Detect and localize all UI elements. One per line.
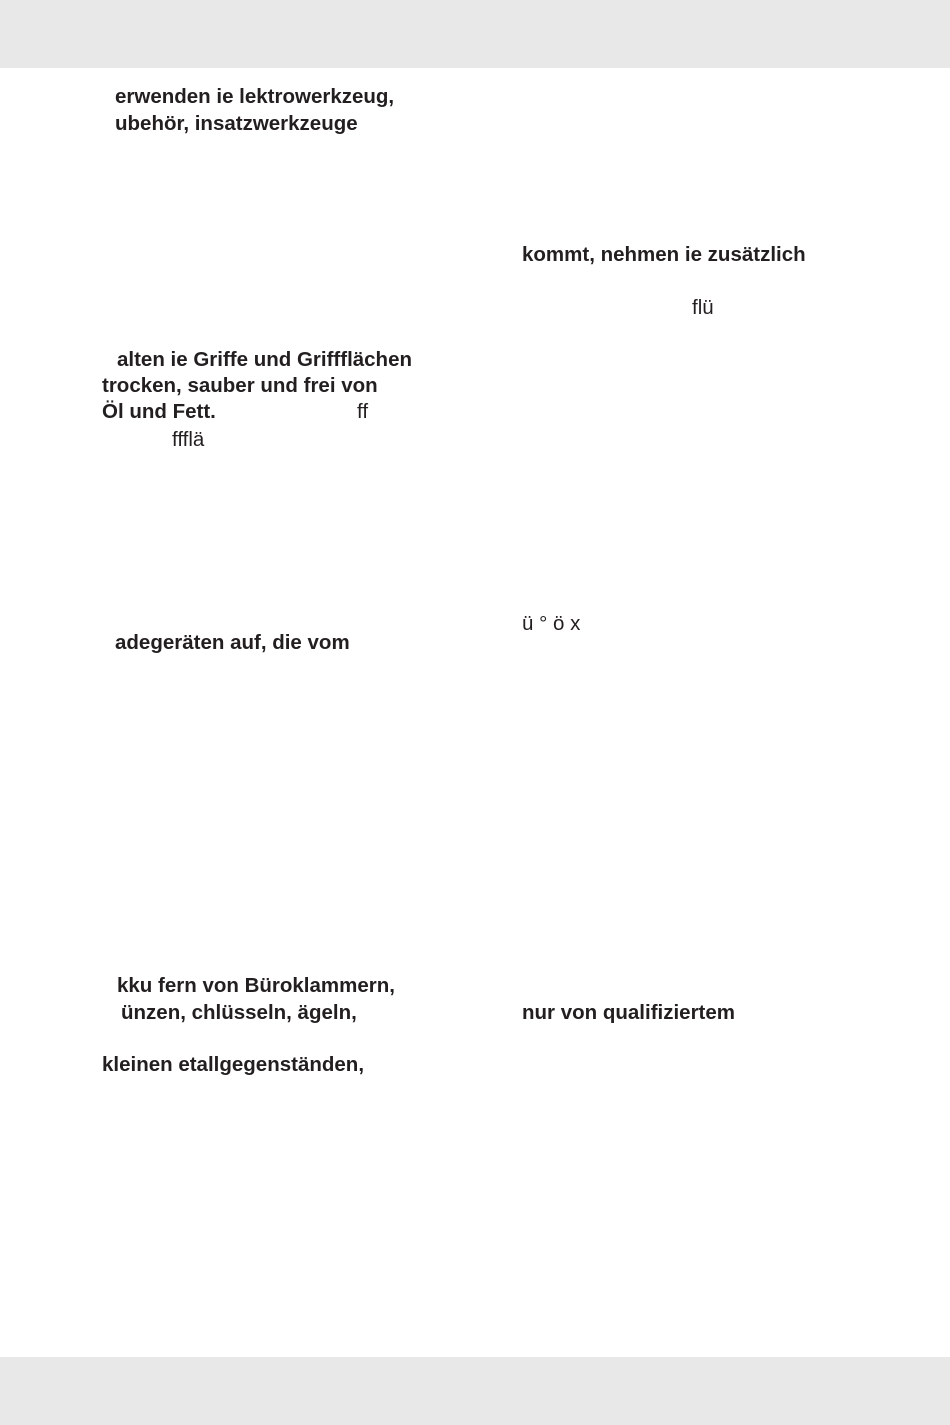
right-block1-line1: kommt, nehmen ie zusätzlich [522, 243, 806, 266]
right-block1-line2-fragment: flü [692, 296, 714, 319]
left-block3-line1: adegeräten auf, die vom [115, 631, 350, 654]
left-block2-line3: Öl und Fett. [102, 400, 216, 423]
left-block2-line3-fragment: ff [357, 400, 369, 423]
left-block1-line1: erwenden ie lektrowerkzeug, [115, 85, 395, 108]
left-block4-line2: ünzen, chlüsseln, ägeln, [121, 1001, 357, 1024]
left-block2-line1: alten ie Griffe und Griffflächen [117, 348, 413, 371]
right-block3-line1: nur von qualifiziertem [522, 1001, 735, 1024]
left-block2-line4-fragment: ffflä [172, 428, 205, 451]
right-block2-line1-fragment: ü ° ö x [522, 612, 581, 635]
left-block1-line2: ubehör, insatzwerkzeuge [115, 112, 358, 135]
left-block2-line2: trocken, sauber und frei von [102, 374, 378, 397]
left-block4-line1: kku fern von Büroklammern, [117, 974, 395, 997]
top-band [0, 0, 950, 68]
bottom-band [0, 1357, 950, 1425]
left-block4-line3: kleinen etallgegenständen, [102, 1053, 365, 1076]
